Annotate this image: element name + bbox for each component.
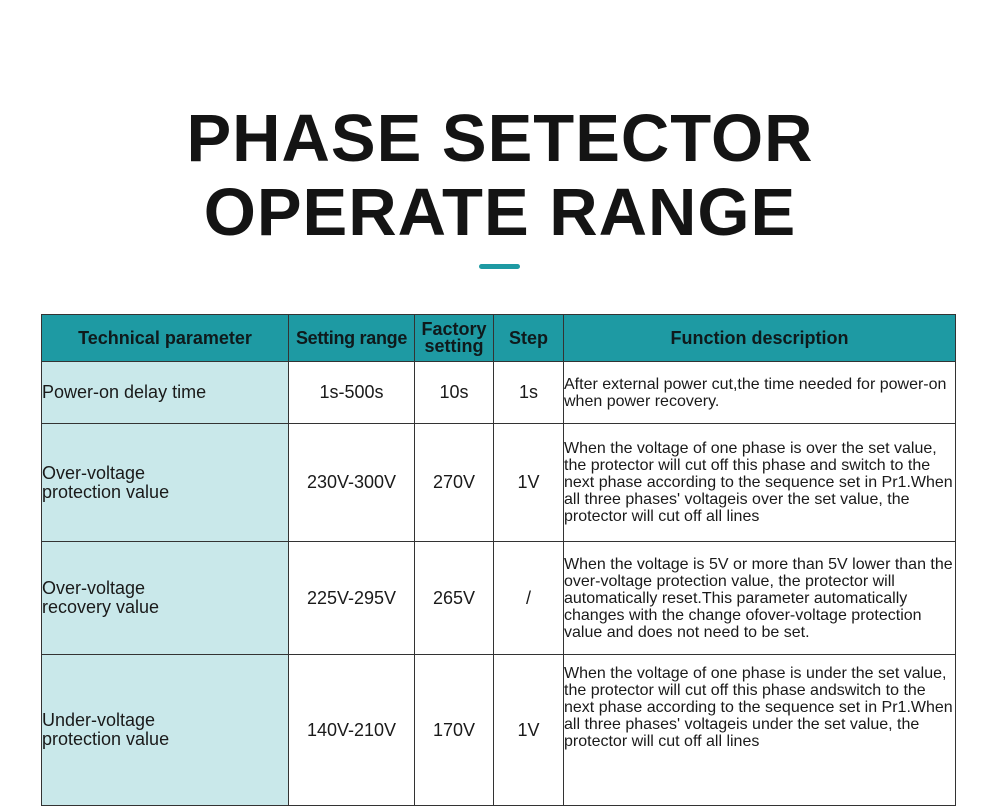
row-factory-setting: 270V [415, 424, 494, 542]
header-function-description: Function description [564, 315, 956, 362]
row-factory-setting: 170V [415, 655, 494, 806]
header-step: Step [494, 315, 564, 362]
header-setting-range: Setting range [289, 315, 415, 362]
page-title-line-2: OPERATE RANGE [203, 175, 797, 250]
row-parameter-line-2: protection value [42, 481, 170, 502]
row-function-description: When the voltage of one phase is under the set value, the protector will cut off this phase andswitch to the next phase according to the sequence set in Pr1.When all three phases' voltageis under the set value, the protector will cut off all lines [564, 655, 956, 806]
row-setting-range: 225V-295V [289, 542, 415, 655]
page-title-line-1: PHASE SETECTOR [186, 101, 814, 176]
table-row [42, 362, 956, 424]
row-factory-setting: 265V [415, 542, 494, 655]
header-factory-line-2: setting [424, 336, 484, 356]
table-row [42, 542, 956, 655]
row-parameter-line-1: Under-voltage [42, 710, 156, 730]
page-title [0, 102, 1000, 250]
row-step: 1s [494, 362, 564, 424]
row-parameter-line-1: Over-voltage [42, 462, 146, 483]
header-factory-setting [415, 315, 494, 362]
row-parameter-line-2: protection value [42, 729, 170, 749]
row-setting-range: 1s-500s [289, 362, 415, 424]
row-setting-range: 140V-210V [289, 655, 415, 806]
row-step: / [494, 542, 564, 655]
row-setting-range: 230V-300V [289, 424, 415, 542]
row-parameter-line-1: Power-on delay time [42, 382, 207, 402]
row-step: 1V [494, 424, 564, 542]
row-parameter [42, 424, 289, 542]
row-parameter [42, 362, 289, 424]
row-function-description: After external power cut,the time needed for power-on when power recovery. [564, 362, 956, 424]
row-parameter [42, 542, 289, 655]
operate-range-table [41, 314, 956, 806]
row-function-description: When the voltage of one phase is over the set value, the protector will cut off this phase and switch to the next phase according to the sequence set in Pr1.When all three phases' voltageis over the set value, the protector will cut off all lines [564, 424, 956, 542]
table-row [42, 655, 956, 806]
row-parameter-line-2: recovery value [42, 597, 160, 617]
header-technical-parameter: Technical parameter [42, 315, 289, 362]
table-header-row [42, 315, 956, 362]
title-accent-bar [479, 264, 520, 269]
table-row [42, 424, 956, 542]
row-step: 1V [494, 655, 564, 806]
header-factory-line-1: Factory [421, 319, 487, 339]
row-function-description: When the voltage is 5V or more than 5V lower than the over-voltage protection value, the protector will automatically reset.This parameter automatically changes with the change ofover-voltage protection value and does not need to be set. [564, 542, 956, 655]
row-factory-setting: 10s [415, 362, 494, 424]
row-parameter-line-1: Over-voltage [42, 578, 146, 598]
row-parameter [42, 655, 289, 806]
